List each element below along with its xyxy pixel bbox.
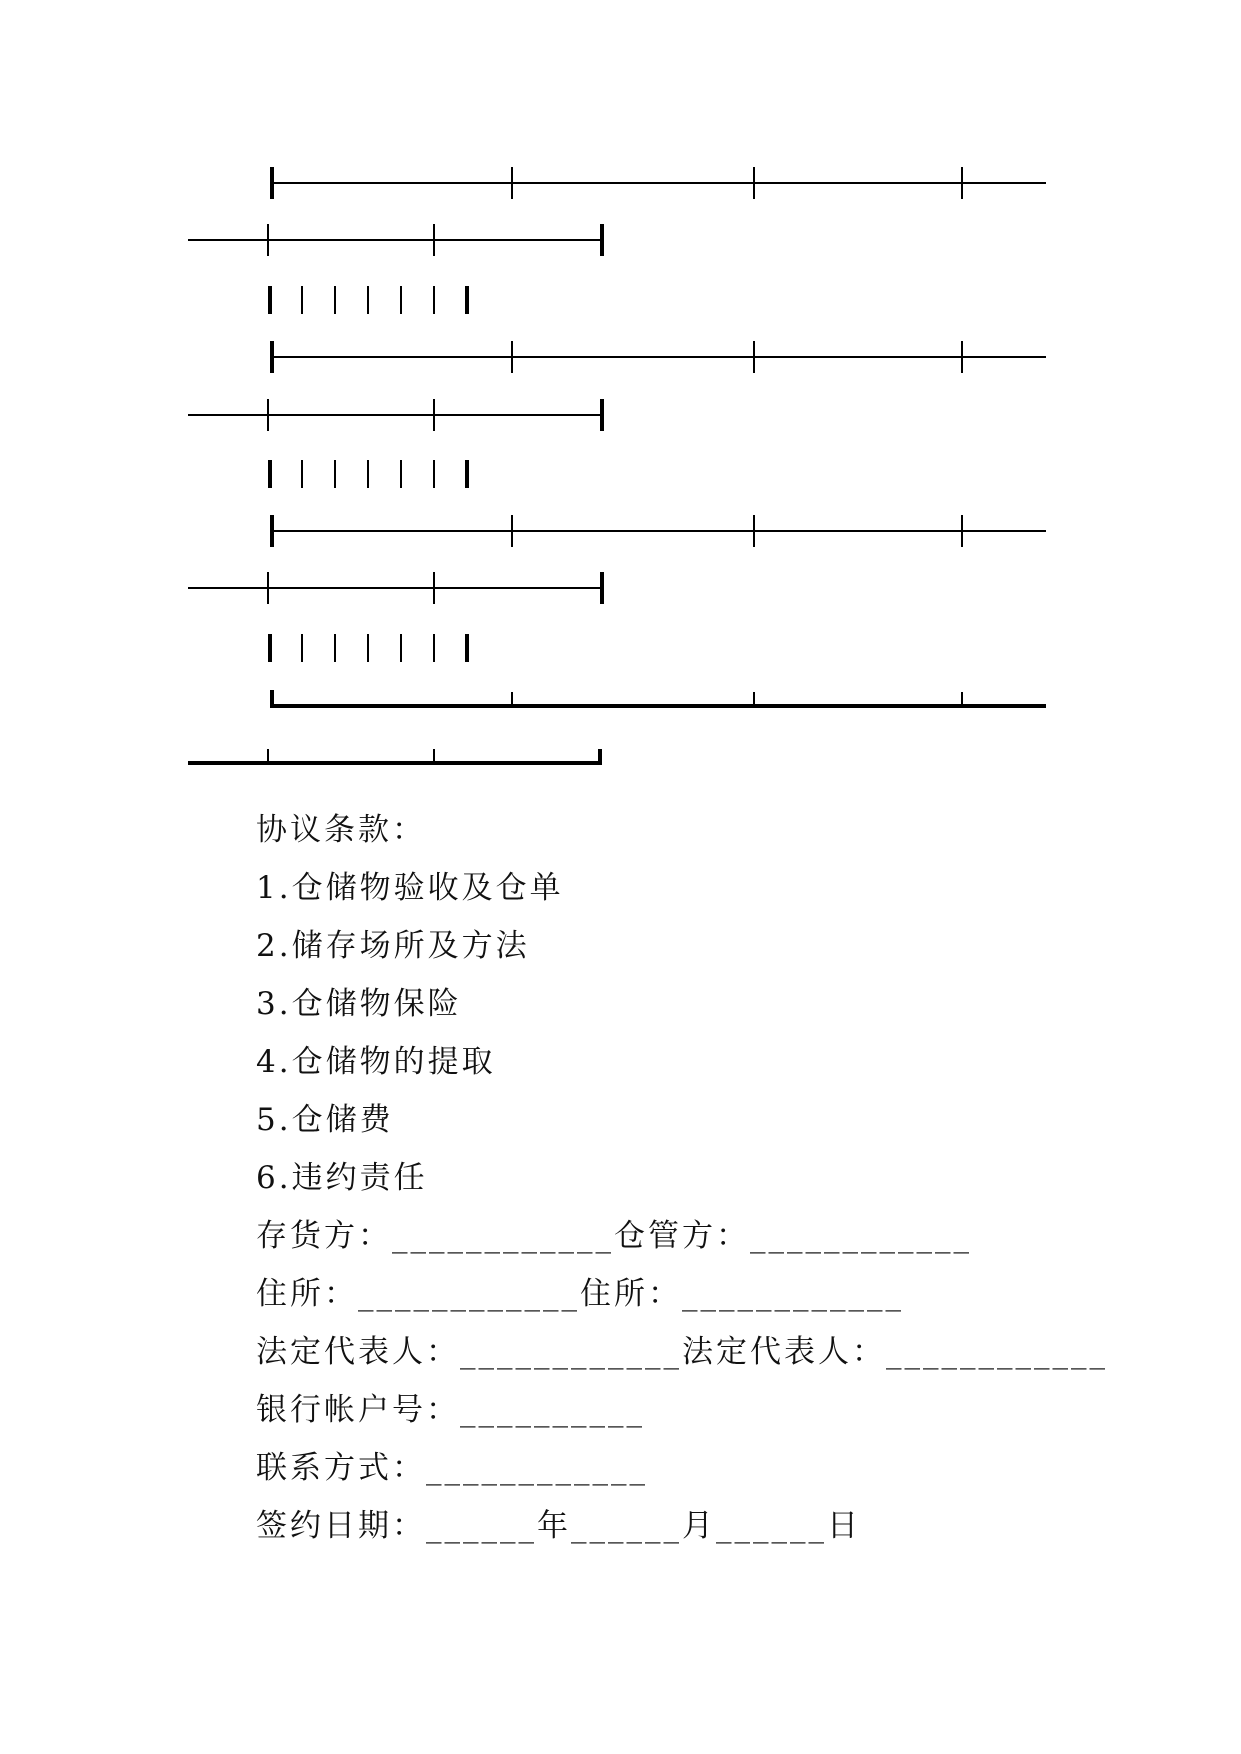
term-item: 3.仓储物保险 — [256, 986, 462, 1022]
signing-date-line: 签约日期：______年______月______日 — [256, 1508, 861, 1544]
legal-representative-line: 法定代表人：____________法定代表人：____________ — [256, 1334, 1108, 1370]
terms-heading: 协议条款： — [256, 812, 426, 848]
contact-line: 联系方式：____________ — [256, 1450, 648, 1486]
address-line: 住所：____________住所：____________ — [256, 1276, 904, 1312]
term-item: 5.仓储费 — [256, 1102, 394, 1138]
depositor-line: 存货方：____________仓管方：____________ — [256, 1218, 972, 1254]
bank-account-line: 银行帐户号：__________ — [256, 1392, 645, 1428]
term-item: 2.储存场所及方法 — [256, 928, 530, 964]
table-border-art — [0, 0, 1241, 770]
term-item: 1.仓储物验收及仓单 — [256, 870, 564, 906]
term-item: 6.违约责任 — [256, 1160, 428, 1196]
term-item: 4.仓储物的提取 — [256, 1044, 496, 1080]
